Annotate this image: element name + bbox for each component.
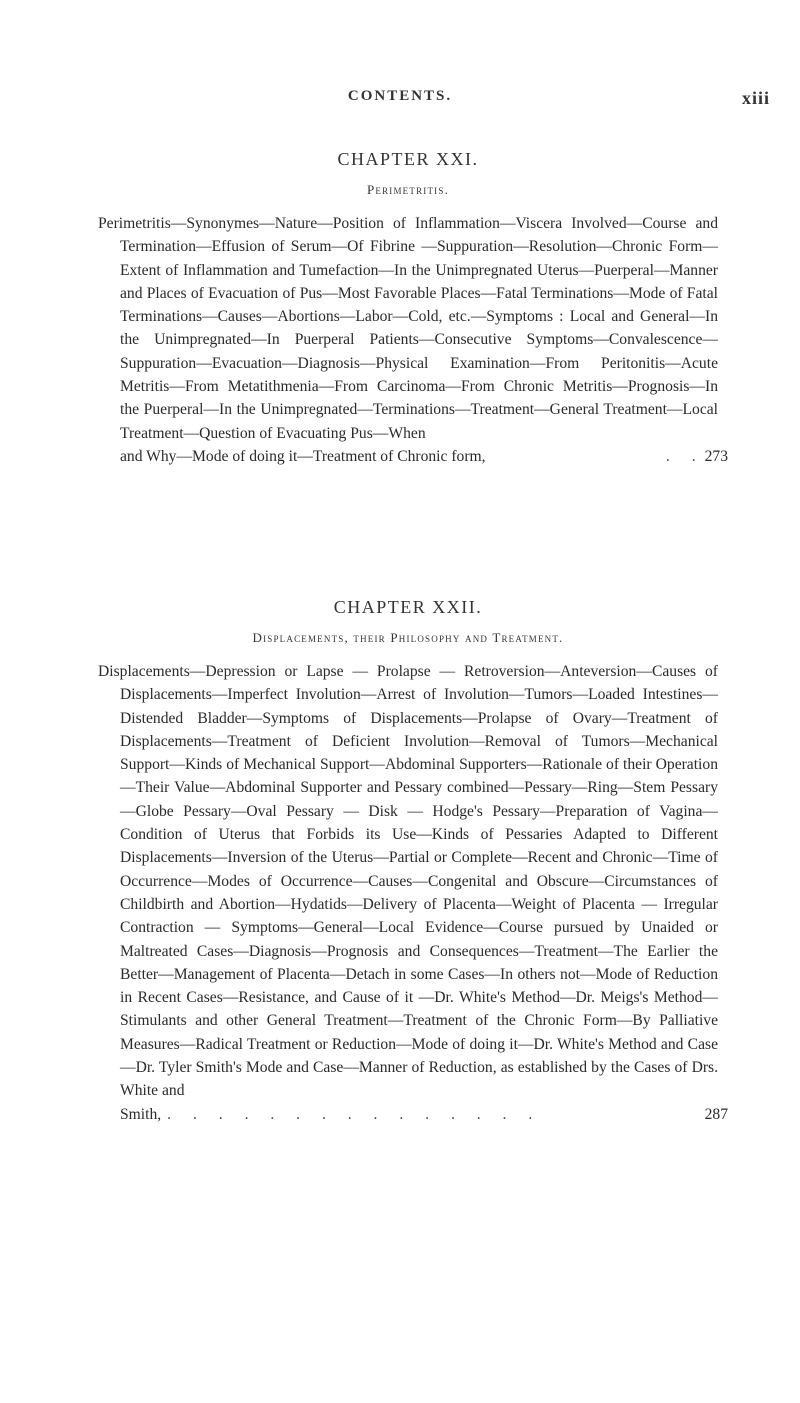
dot-leader: . . <box>665 447 705 465</box>
chapter-title: CHAPTER XXI. <box>337 149 479 169</box>
chapter-page-number: 287 <box>704 1105 728 1123</box>
chapter-block <box>98 594 728 1126</box>
running-page-number: xiii <box>741 88 770 108</box>
chapter-contents-text: Perimetritis—Synonymes—Nature—Position of Inflammation—Viscera Involved—Course and Termination—Effusion of Serum—Of Fibrine —Suppuration—Resolution—Chronic Form—Extent of Inflammation and Tumefaction—In the Unimpregnated Uterus—Puerperal—Manner and Places of Evacuation of Pus—Most Favorable Places—Fatal Terminations—Mode of Fatal Terminations—Causes—Abortions—Labor—Cold, etc.—Symptoms : Local and General—In the Unimpregnated—In Puerperal Patients—Consecutive Symptoms—Convalescence—Suppuration—Evacuation—Diagnosis—Physical Examination—From Peritonitis—Acute Metritis—From Metatithmenia—From Carcinoma—From Chronic Metritis—Prognosis—In the Puerperal—In the Unimpregnated—Terminations—Treatment—General Treatment—Local Treatment—Question of Evacuating Pus—When <box>98 215 718 442</box>
chapter-title: CHAPTER XXII. <box>333 597 483 617</box>
running-title: CONTENTS. <box>347 88 453 104</box>
chapter-page-number: 273 <box>704 447 728 465</box>
last-line-text: and Why—Mode of doing it—Treatment of Chronic form, <box>120 447 486 465</box>
running-head <box>0 88 800 112</box>
chapter-contents-last-line <box>98 1103 728 1126</box>
chapter-block <box>98 146 728 468</box>
chapter-contents-last-line <box>98 445 728 468</box>
last-line-text: Smith, <box>120 1105 162 1123</box>
chapter-contents-text: Displacements—Depression or Lapse — Prolapse — Retroversion—Anteversion—Causes of Displacements—Imperfect Involution—Arrest of Involution—Tumors—Loaded Intestines—Distended Bladder—Symptoms of Displacements—Prolapse of Ovary—Treatment of Displacements—Treatment of Deficient Involution—Removal of Tumors—Mechanical Support—Kinds of Mechanical Support—Abdominal Supporters—Rationale of their Operation—Their Value—Abdominal Supporter and Pessary combined—Pessary—Ring—Stem Pessary—Globe Pessary—Oval Pessary — Disk — Hodge's Pessary—Preparation of Vagina—Condition of Uterus that Forbids its Use—Kinds of Pessaries Adapted to Different Displacements—Inversion of the Uterus—Partial or Complete—Recent and Chronic—Time of Occurrence—Modes of Occurrence—Causes—Congenital and Obscure—Circumstances of Childbirth and Abortion—Hydatids—Delivery of Placenta—Weight of Placenta — Irregular Contraction — Symptoms—General—Local Evidence—Course pursued by Unaided or Maltreated Cases—Diagnosis—Prognosis and Consequences—Treatment—The Earlier the Better—Management of Placenta—Detach in some Cases—In others not—Mode of Reduction in Recent Cases—Resistance, and Cause of it —Dr. White's Method—Dr. Meigs's Method—Stimulants and other General Treatment—Treatment of the Chronic Form—By Palliative Measures—Radical Treatment or Reduction—Mode of doing it—Dr. White's Method and Case—Dr. Tyler Smith's Mode and Case—Manner of Reduction, as established by the Cases of Drs. White and <box>98 663 718 1100</box>
chapter-subtitle: Displacements, their Philosophy and Treatment. <box>252 630 564 645</box>
chapter-subtitle: Perimetritis. <box>366 182 450 197</box>
dot-leader: . . . . . . . . . . . . . . . <box>167 1105 542 1123</box>
